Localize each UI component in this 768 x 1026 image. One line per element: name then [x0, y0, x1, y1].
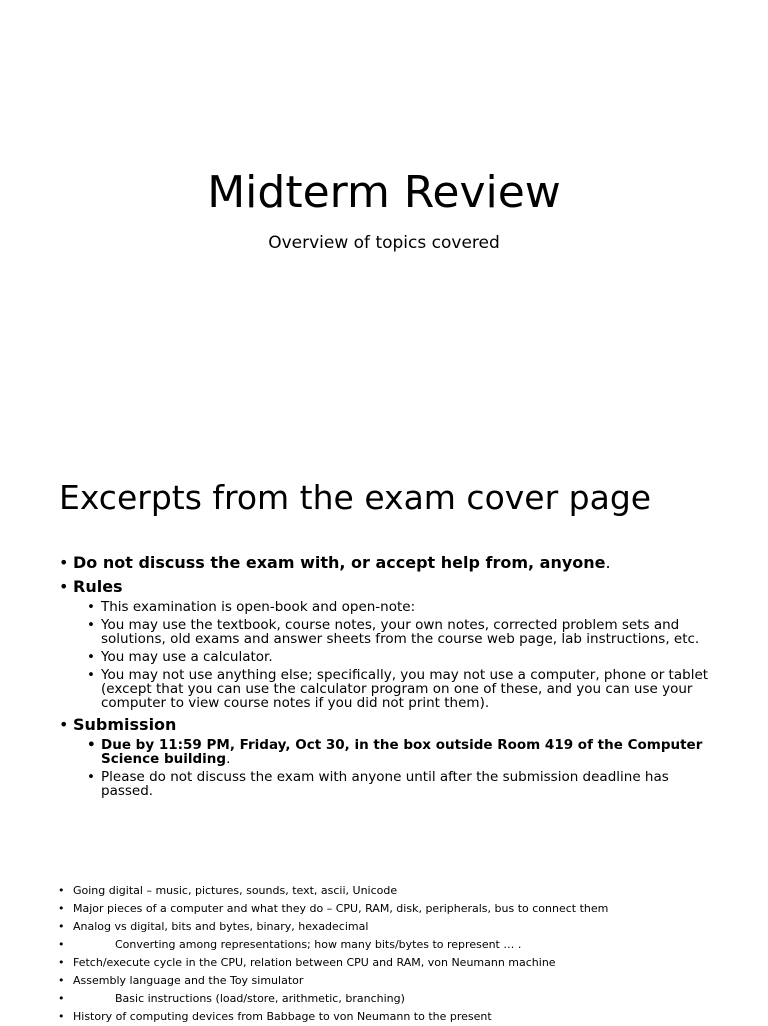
sub-bullet	[87, 770, 719, 798]
exam-cover-bullets	[59, 552, 719, 802]
topic-text: Going digital – music, pictures, sounds, text, ascii, Unicode	[73, 884, 398, 897]
topic-item	[58, 918, 738, 936]
topic-text: Major pieces of a computer and what they do – CPU, RAM, disk, peripherals, bus to connect them	[73, 902, 609, 915]
topic-text: Fetch/execute cycle in the CPU, relation between CPU and RAM, von Neumann machine	[73, 956, 556, 969]
bullet-icon: •	[59, 553, 69, 572]
bullet-icon: •	[87, 737, 96, 753]
bullet-icon: •	[59, 577, 69, 596]
bullet-icon: •	[58, 956, 65, 969]
topic-item	[58, 972, 738, 990]
bullet-submission	[59, 714, 719, 798]
bullet-icon: •	[87, 649, 95, 665]
sub-bullet-text: This examination is open-book and open-note:	[101, 599, 416, 615]
rules-sublist	[87, 600, 719, 710]
bullet-icon: •	[87, 667, 95, 683]
bullet-rules	[59, 576, 719, 710]
bullet-trail: .	[605, 553, 611, 572]
bullet-icon: •	[59, 715, 69, 734]
sub-bullet	[87, 668, 719, 710]
topic-text: Basic instructions (load/store, arithmetic, branching)	[115, 992, 405, 1005]
sub-bullet-text: Please do not discuss the exam with anyone until after the submission deadline has passed.	[101, 769, 669, 799]
sub-bullet	[87, 600, 719, 614]
topic-item	[58, 882, 738, 900]
submission-sublist	[87, 738, 719, 798]
topic-text: Converting among representations; how many bits/bytes to represent … .	[115, 938, 522, 951]
bullet-text: Do not discuss the exam with, or accept help from, anyone	[73, 553, 606, 572]
bullet-icon: •	[58, 920, 65, 933]
topic-text: Analog vs digital, bits and bytes, binary, hexadecimal	[73, 920, 369, 933]
topic-item	[58, 900, 738, 918]
bullet-icon: •	[87, 617, 95, 633]
bullet-icon: •	[58, 884, 65, 897]
slide-subtitle: Overview of topics covered	[268, 233, 500, 253]
topic-item	[58, 1008, 738, 1026]
topic-item	[58, 990, 738, 1008]
bullet-text: Submission	[73, 715, 177, 734]
sub-bullet-text: Due by 11:59 PM, Friday, Oct 30, in the box outside Room 419 of the Computer Science building	[101, 737, 703, 767]
bullet-icon: •	[58, 1010, 65, 1023]
bullet-no-discussion	[59, 552, 719, 574]
bullet-icon: •	[58, 974, 65, 987]
sub-bullet-deadline	[87, 738, 719, 766]
sub-bullet	[87, 618, 719, 646]
sub-bullet	[87, 650, 719, 664]
slide-title-midterm-review: Midterm Review	[207, 167, 561, 218]
topic-text: Assembly language and the Toy simulator	[73, 974, 304, 987]
bullet-icon: •	[58, 992, 65, 1005]
bullet-icon: •	[87, 599, 95, 615]
sub-bullet-text: You may not use anything else; specifically, you may not use a computer, phone or tablet (except that you can use the calculator program on one of these, and you can use your computer to view course notes if you did not print them).	[101, 667, 709, 711]
bullet-icon: •	[58, 902, 65, 915]
sub-bullet-text: You may use the textbook, course notes, your own notes, corrected problem sets and solutions, old exams and answer sheets from the course web page, lab instructions, etc.	[101, 617, 700, 647]
topic-item	[58, 936, 738, 954]
topic-item	[58, 954, 738, 972]
bullet-icon: •	[87, 769, 95, 785]
sub-bullet-text: You may use a calculator.	[101, 649, 273, 665]
topic-text: History of computing devices from Babbage to von Neumann to the present	[73, 1010, 492, 1023]
bullet-text: Rules	[73, 577, 123, 596]
bullet-icon: •	[58, 938, 65, 951]
bullet-trail: .	[226, 751, 231, 767]
topics-list	[58, 882, 738, 1026]
slide-title-exam-excerpts: Excerpts from the exam cover page	[59, 478, 652, 517]
